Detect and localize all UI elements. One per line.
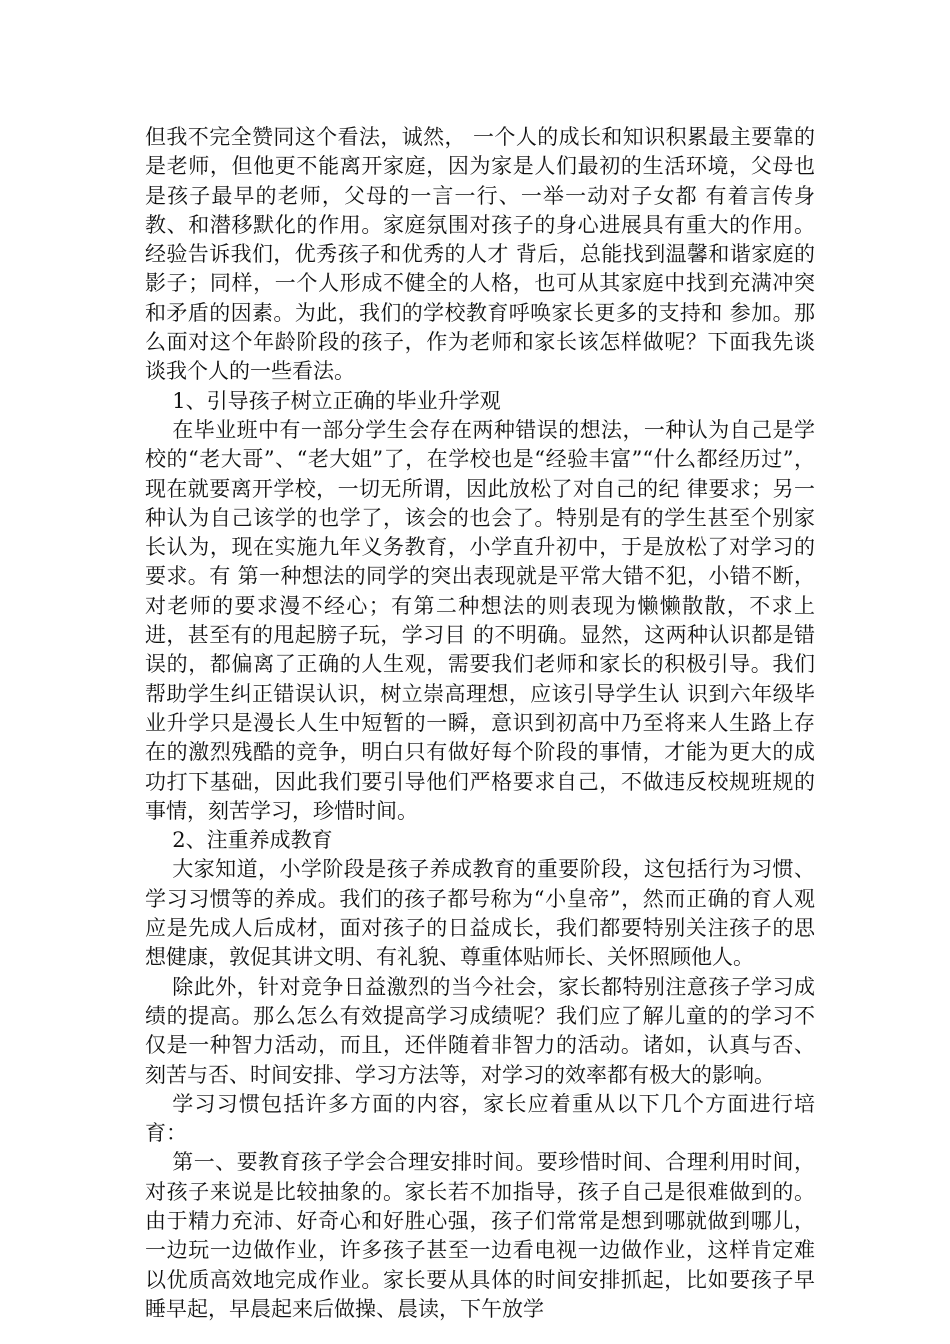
- paragraph-intro: 但我不完全赞同这个看法，诚然， 一个人的成长和知识积累最主要靠的是老师，但他更不能离开家庭，因为家是人们最初的生活环境，父母也是孩子最早的老师，父母的一言一行、一举一动对子女都 有着言传身教、和潜移默化的作用。家庭氛围对孩子的身心进展具有重大的作用。经验告诉我们，优秀孩子和优秀的人才 背后，总能找到温馨和谐家庭的影子；同样，一个人形成不健全的人格，也可从其家庭中找到充满冲突和矛盾的因素。为此，我们的学校教育呼唤家长更多的支持和 参加。那么面对这个年龄阶段的孩子，作为老师和家长该怎样做呢？下面我先谈谈我个人的一些看法。: [145, 125, 815, 384]
- section-heading-1: 1、引导孩子树立正确的毕业升学观: [172, 388, 501, 413]
- section-heading-2: 2、注重养成教育: [172, 828, 333, 853]
- document-page: [145, 123, 815, 1324]
- paragraph-habit-education: 大家知道，小学阶段是孩子养成教育的重要阶段，这包括行为习惯、学习习惯等的养成。我们的孩子都号称为“小皇帝”，然而正确的育人观应是先成人后成材，面对孩子的日益成长，我们都要特别关注孩子的思想健康，敦促其讲文明、有礼貌、尊重体贴师长、关怀照顾他人。: [145, 857, 815, 970]
- paragraph-graduation-view: 在毕业班中有一部分学生会存在两种错误的想法，一种认为自己是学校的“老大哥”、“老大姐”了，在学校也是“经验丰富”“什么都经历过”，现在就要离开学校，一切无所谓，因此放松了对自己的纪 律要求；另一种认为自己该学的也学了，该会的也会了。特别是有的学生甚至个别家长认为，现在实施九年义务教育，小学直升初中，于是放松了对学习的要求。有 第一种想法的同学的突出表现就是平常大错不犯，小错不断，对老师的要求漫不经心；有第二种想法的则表现为懒懒散散，不求上进，甚至有的甩起膀子玩，学习目 的不明确。显然，这两种认识都是错误的，都偏离了正确的人生观，需要我们老师和家长的积极引导。我们帮助学生纠正错误认识，树立崇高理想，应该引导学生认 识到六年级毕业升学只是漫长人生中短暂的一瞬，意识到初高中乃至将来人生路上存在的激烈残酷的竞争，明白只有做好每个阶段的事情，才能为更大的成功打下基础，因此我们要引导他们严格要求自己，不做违反校规班规的事情，刻苦学习，珍惜时间。: [145, 417, 815, 823]
- paragraph-time-management: 第一、要教育孩子学会合理安排时间。要珍惜时间、合理利用时间，对孩子来说是比较抽象的。家长若不加指导，孩子自己是很难做到的。由于精力充沛、好奇心和好胜心强，孩子们常常是想到哪就做到哪儿，一边玩一边做作业，许多孩子甚至一边看电视一边做作业，这样肯定难以优质高效地完成作业。家长要从具体的时间安排抓起，比如要孩子早睡早起，早晨起来后做操、晨读，下午放学: [145, 1150, 815, 1321]
- paragraph-study-habits: 学习习惯包括许多方面的内容，家长应着重从以下几个方面进行培育：: [145, 1091, 815, 1146]
- paragraph-study-results: 除此外，针对竞争日益激烈的当今社会，家长都特别注意孩子学习成绩的提高。那么怎么有效提高学习成绩呢？我们应了解儿童的的学习不仅是一种智力活动，而且，还伴随着非智力的活动。诸如，认真与否、刻苦与否、时间安排、学习方法等，对学习的效率都有极大的影响。: [145, 974, 815, 1087]
